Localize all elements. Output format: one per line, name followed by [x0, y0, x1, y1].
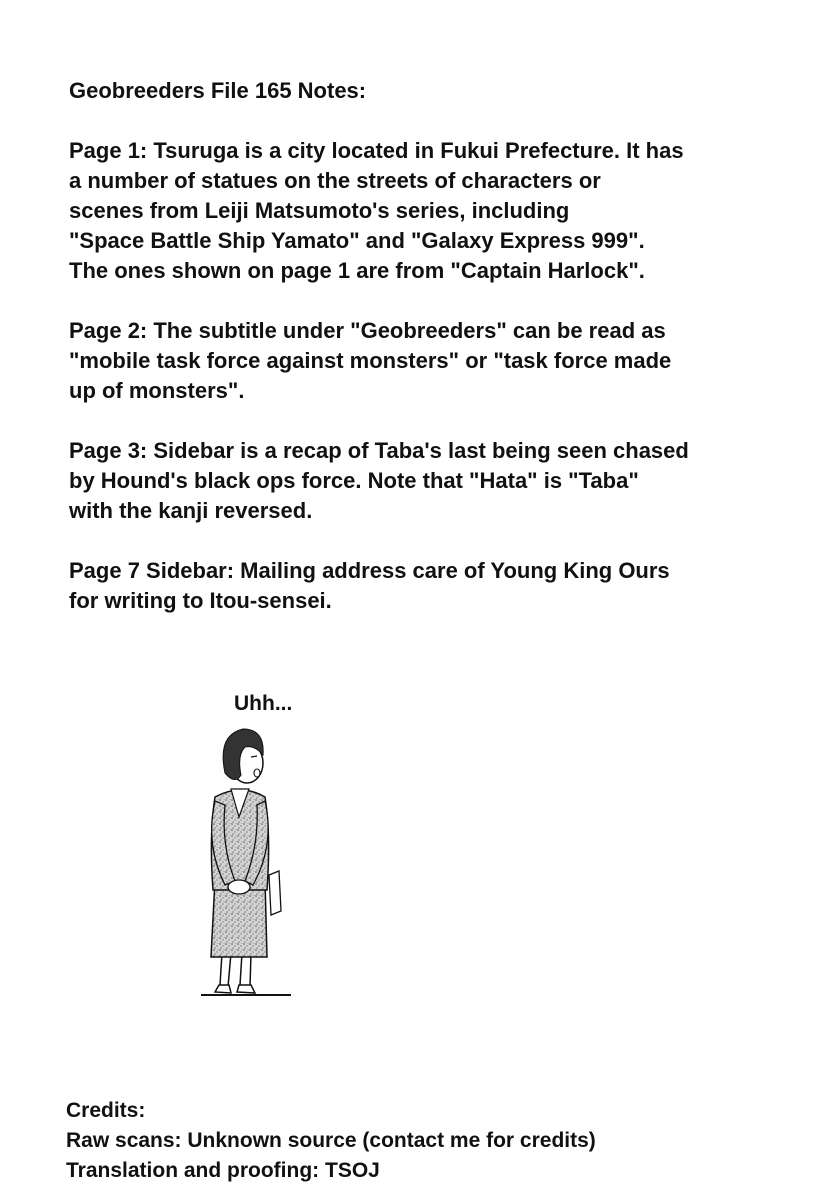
notes-section: [69, 76, 789, 646]
credits-heading: Credits:: [66, 1099, 146, 1122]
credits-raw-scans: Raw scans: Unknown source (contact me for credits): [66, 1129, 596, 1152]
note-line: scenes from Leiji Matsumoto's series, including: [69, 198, 570, 223]
note-line: The ones shown on page 1 are from "Captain Harlock".: [69, 258, 645, 283]
note-line: Page 7 Sidebar: Mailing address care of Young King Ours: [69, 558, 670, 583]
note-line: "mobile task force against monsters" or "task force made: [69, 348, 672, 373]
speech-text: Uhh...: [234, 692, 293, 715]
note-line: with the kanji reversed.: [69, 498, 313, 523]
note-line: Page 2: The subtitle under "Geobreeders" can be read as: [69, 318, 666, 343]
note-line: up of monsters".: [69, 378, 245, 403]
note-line: "Space Battle Ship Yamato" and "Galaxy Express 999".: [69, 228, 645, 253]
note-page-2: [69, 316, 789, 406]
note-line: Page 3: Sidebar is a recap of Taba's last being seen chased: [69, 438, 689, 463]
note-page-3: [69, 436, 789, 526]
note-page-1: [69, 136, 789, 286]
note-line: by Hound's black ops force. Note that "Hata" is "Taba": [69, 468, 639, 493]
credits-section: [66, 1096, 806, 1186]
note-line: for writing to Itou-sensei.: [69, 588, 332, 613]
notes-title: Geobreeders File 165 Notes:: [69, 78, 367, 103]
note-line: a number of statues on the streets of characters or: [69, 168, 601, 193]
woman-figure-illustration: [195, 685, 310, 1005]
note-page-7: [69, 556, 789, 616]
credits-translation: Translation and proofing: TSOJ: [66, 1159, 380, 1182]
note-line: Page 1: Tsuruga is a city located in Fukui Prefecture. It has: [69, 138, 684, 163]
